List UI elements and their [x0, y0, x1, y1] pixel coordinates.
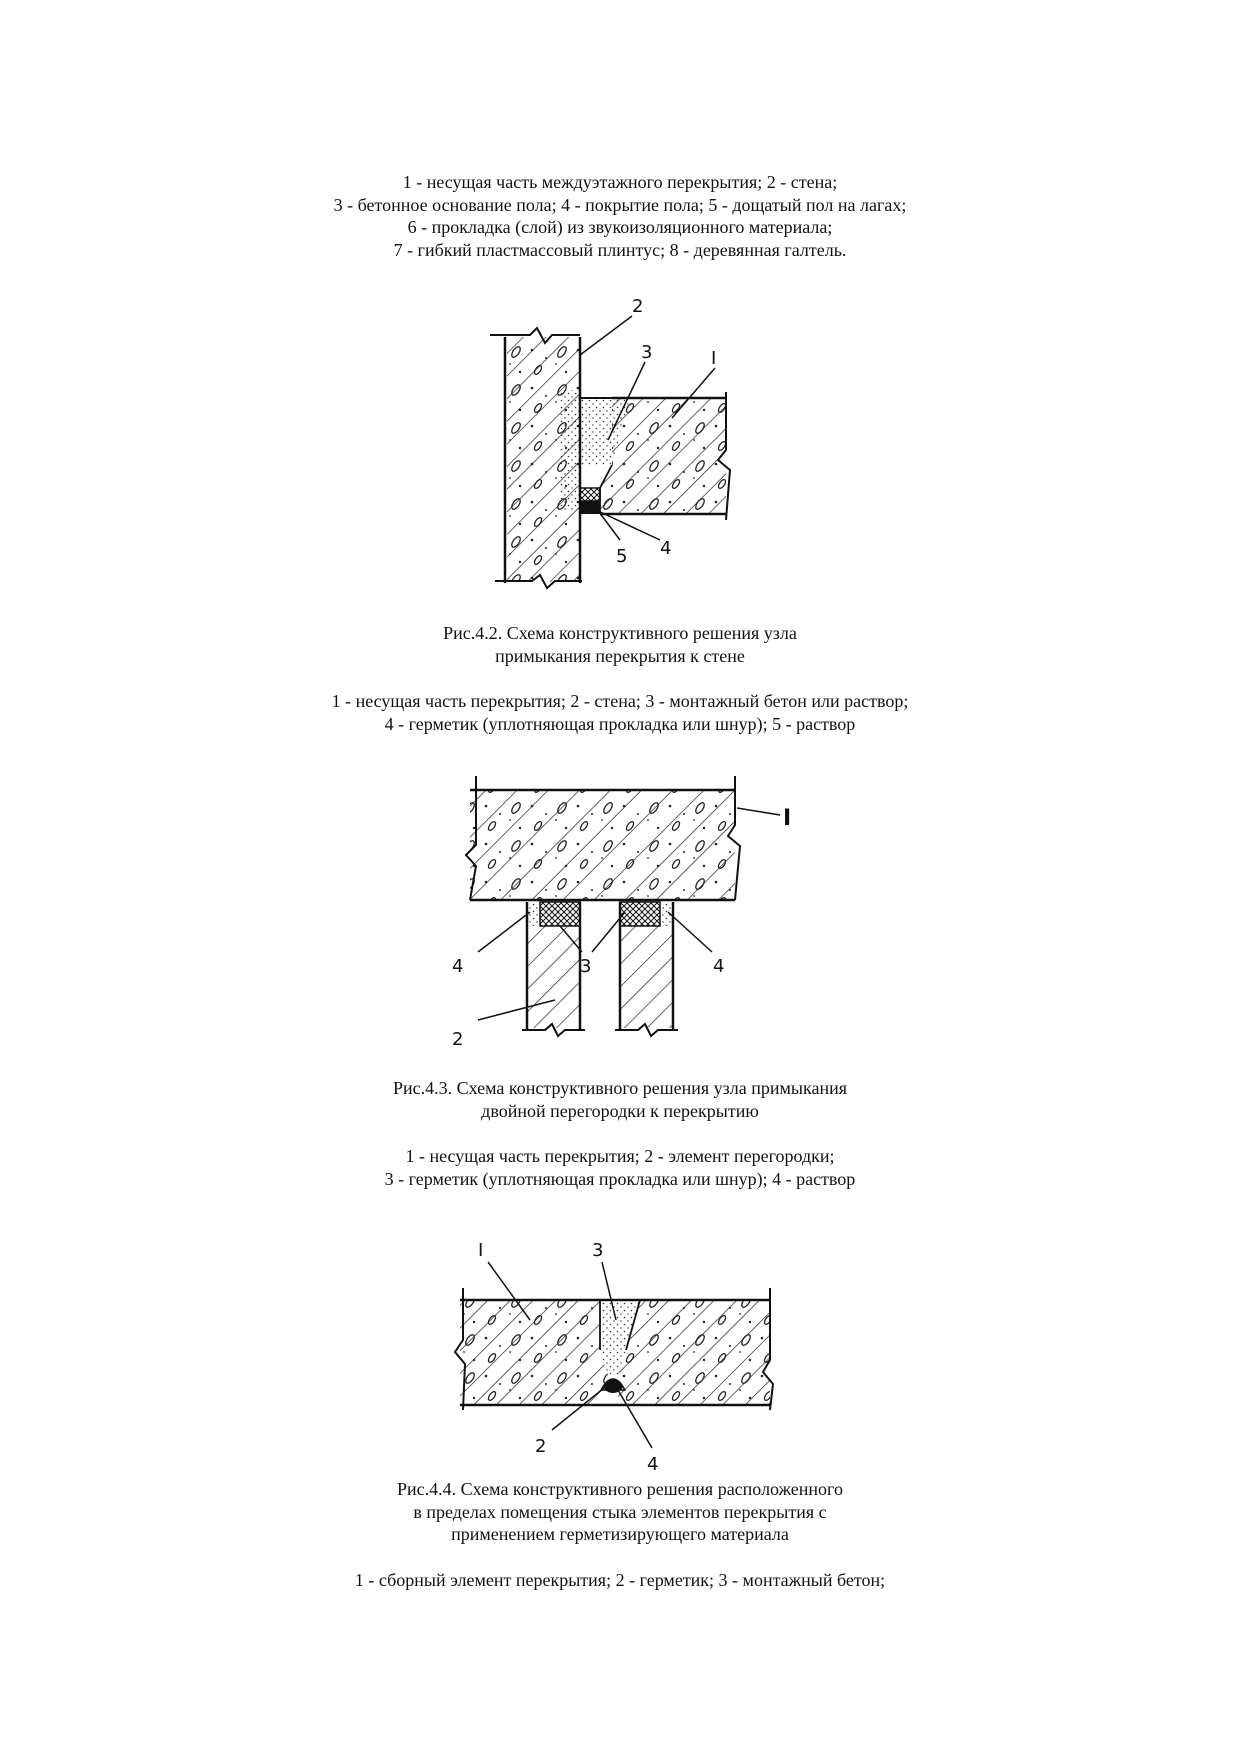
- caption-line: применением герметизирующего материала: [451, 1524, 789, 1544]
- fig42-label-3: 3: [641, 342, 653, 363]
- fig42-label-2: 2: [632, 296, 644, 317]
- caption-line: в пределах помещения стыка элементов перекрытия с: [413, 1501, 827, 1522]
- fig44-label-3: 3: [592, 1240, 604, 1261]
- legend-line: 4 - герметик (уплотняющая прокладка или шнур); 5 - раствор: [384, 713, 856, 734]
- fig42-sealant: [580, 488, 600, 501]
- fig43-label-4-right: 4: [713, 956, 725, 977]
- legend-line: 1 - несущая часть перекрытия; 2 - стена; 3 - монтажный бетон или раствор;: [331, 691, 909, 711]
- fig42-label-5: 5: [616, 546, 628, 567]
- fig43-leader-1: [737, 808, 780, 815]
- fig43-sealant-left: [540, 902, 580, 926]
- caption-line: примыкания перекрытия к стене: [495, 645, 745, 666]
- fig44-drawing: [455, 1240, 773, 1475]
- fig43-mortar-left: [527, 902, 540, 926]
- fig44-slab-right: [618, 1300, 770, 1405]
- fig44-label-4: 4: [647, 1454, 659, 1475]
- fig42-slab: [600, 392, 730, 520]
- fig43-label-2: 2: [452, 1029, 464, 1050]
- legend-line: 3 - бетонное основание пола; 4 - покрытие пола; 5 - дощатый пол на лагах;: [333, 194, 907, 215]
- fig42-label-4: 4: [660, 538, 672, 559]
- caption-line: Рис.4.2. Схема конструктивного решения узла: [443, 623, 797, 643]
- legend-line: 1 - несущая часть междуэтажного перекрытия; 2 - стена;: [402, 172, 838, 192]
- fig43-slab: [466, 776, 740, 900]
- caption-line: двойной перегородки к перекрытию: [481, 1100, 759, 1121]
- legend-line: 1 - сборный элемент перекрытия; 2 - герметик; 3 - монтажный бетон;: [354, 1570, 886, 1590]
- legend-line: 1 - несущая часть перекрытия; 2 - элемент перегородки;: [405, 1146, 835, 1166]
- fig43-label-1: I: [783, 806, 792, 831]
- legend-line: 6 - прокладка (слой) из звукоизоляционного материала;: [407, 217, 833, 237]
- fig42-wall: [490, 328, 582, 588]
- fig43-leader-4b: [668, 912, 712, 952]
- fig43-label-4-left: 4: [452, 956, 464, 977]
- fig44-label-2: 2: [535, 1436, 547, 1457]
- fig44-label-1: I: [478, 1240, 484, 1261]
- fig43-sealant-right: [620, 902, 660, 926]
- fig42-leader-2: [580, 316, 632, 355]
- fig43-leader-4a: [478, 912, 530, 952]
- fig44-slab-left: [460, 1300, 608, 1405]
- fig42-drawing: [490, 296, 730, 588]
- caption-line: Рис.4.3. Схема конструктивного решения узла примыкания: [392, 1078, 848, 1098]
- caption-line: Рис.4.4. Схема конструктивного решения расположенного: [397, 1479, 843, 1499]
- fig43-label-3: 3: [580, 956, 592, 977]
- legend-line: 7 - гибкий пластмассовый плинтус; 8 - деревянная галтель.: [393, 239, 847, 260]
- fig42-label-1: I: [711, 348, 717, 369]
- legend-line: 3 - герметик (уплотняющая прокладка или шнур); 4 - раствор: [384, 1168, 856, 1189]
- fig42-mortar-pad: [580, 501, 600, 514]
- fig43-drawing: [452, 776, 791, 1050]
